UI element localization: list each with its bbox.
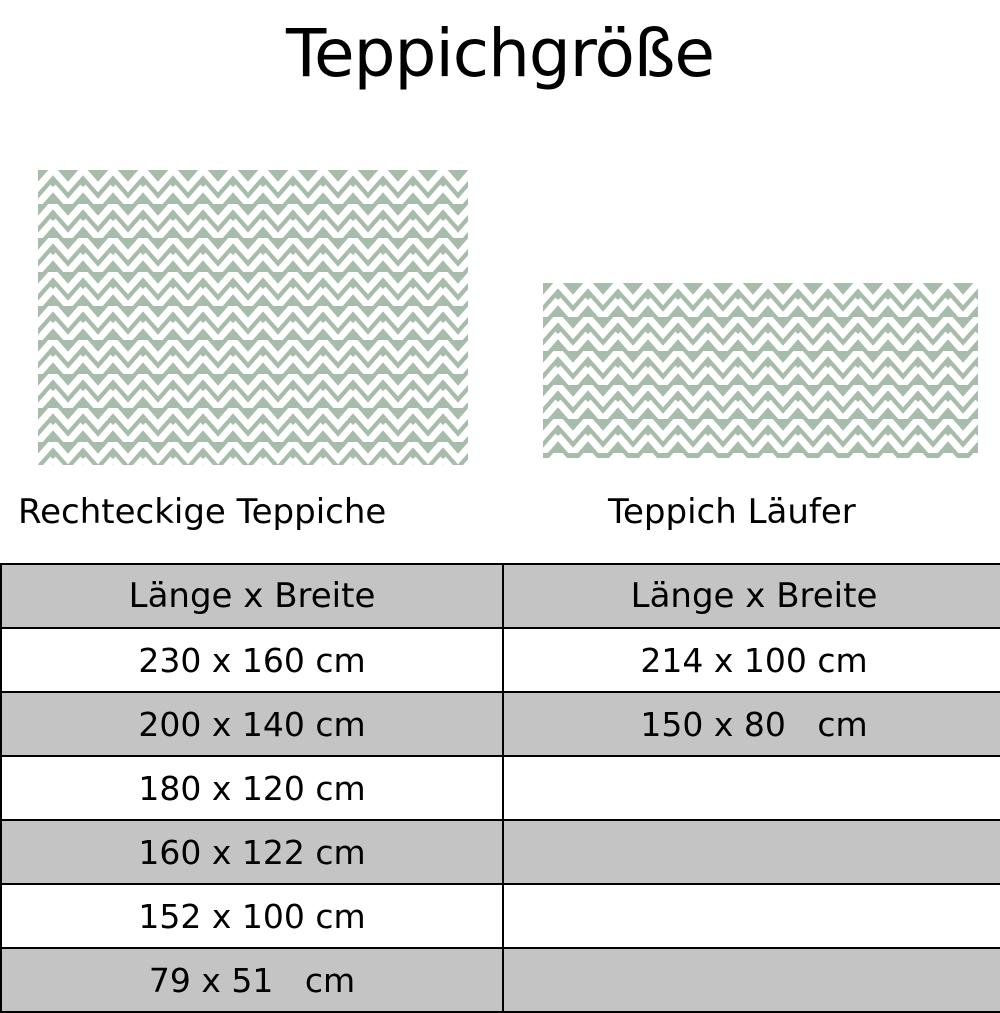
table-cell-runner-size: 214 x 100 cm bbox=[503, 628, 1000, 692]
runner-rug-caption: Teppich Läufer bbox=[608, 492, 856, 532]
size-table bbox=[0, 563, 1000, 1013]
table-row bbox=[1, 756, 1000, 820]
table-cell-rect-size: 160 x 122 cm bbox=[1, 820, 503, 884]
page-title: Teppichgröße bbox=[285, 15, 715, 92]
table-header-right: Länge x Breite bbox=[503, 564, 1000, 628]
table-cell-rect-size: 230 x 160 cm bbox=[1, 628, 503, 692]
table-cell-runner-size bbox=[503, 820, 1000, 884]
table-cell-runner-size bbox=[503, 884, 1000, 948]
table-row bbox=[1, 692, 1000, 756]
runner-rug-swatch bbox=[543, 283, 978, 458]
table-cell-rect-size: 180 x 120 cm bbox=[1, 756, 503, 820]
table-cell-rect-size: 200 x 140 cm bbox=[1, 692, 503, 756]
table-row bbox=[1, 948, 1000, 1012]
table-header-left: Länge x Breite bbox=[1, 564, 503, 628]
table-cell-rect-size: 79 x 51 cm bbox=[1, 948, 503, 1012]
rectangular-rug-caption: Rechteckige Teppiche bbox=[18, 492, 387, 532]
chevron-pattern-icon bbox=[38, 170, 468, 465]
table-row bbox=[1, 628, 1000, 692]
table-cell-rect-size: 152 x 100 cm bbox=[1, 884, 503, 948]
rectangular-rug-swatch bbox=[38, 170, 468, 465]
table-header-row bbox=[1, 564, 1000, 628]
chevron-pattern-icon bbox=[543, 283, 978, 458]
table-row bbox=[1, 884, 1000, 948]
table-cell-runner-size: 150 x 80 cm bbox=[503, 692, 1000, 756]
table-row bbox=[1, 820, 1000, 884]
table-cell-runner-size bbox=[503, 756, 1000, 820]
table-cell-runner-size bbox=[503, 948, 1000, 1012]
